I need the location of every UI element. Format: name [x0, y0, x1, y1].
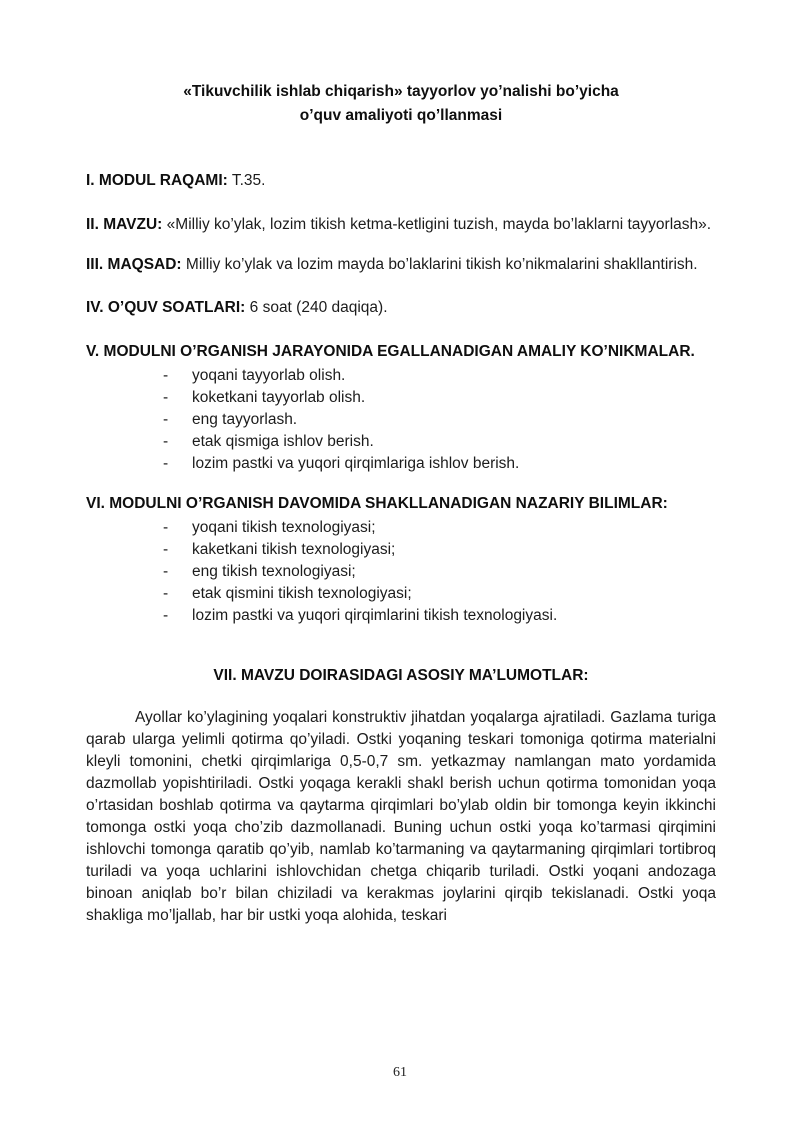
section-oquv-soatlari [86, 297, 716, 319]
document-title [86, 80, 716, 128]
title-line-2: o’quv amaliyoti qo’llanmasi [299, 107, 503, 124]
list-item-text: etak qismini tikish texnologiyasi; [192, 585, 412, 602]
section-mavzu-label: II. MAVZU: [86, 216, 163, 233]
main-body-paragraph: Ayollar ko’ylagining yoqalari konstruktiv jihatdan yoqalarga ajratiladi. Gazlama turiga qarab ularga yelimli qotirma qo’yiladi. Ostki yoqaning teskari tomoniga qotirma materialni kleyli tomonini, chetki qirqimlariga 0,5-0,7 sm. yetkazmay namlangan mato yordamida dazmollab yopishtiriladi. Ostki yoqaga kerakli shakl berish uchun qotirma tomonidan yoqa o’rtasidan boshlab qotirma va qaytarma qirqimlari bo’ylab oldin bir tomonga keyin ikkinchi tomonga ostki yoqa cho’zib dazmollanadi. Buning uchun ostki yoqa ko’tarmasi qirqimini ishlovchi tomonga qaratib qo’yib, namlab ko’tarmaning va qaytarmaning qirqimlari tortibroq turiladi va yoqa uchlarini ishlovchidan chetga chiqarib turiladi. Ostki yoqani andozaga binoan aniqlab bo’r bilan chiziladi va kerakmas joylarini qirqib tekislanadi. Ostki yoqa shakliga mo’ljallab, har bir ustki yoqa alohida, teskari [86, 709, 716, 924]
list-item-text: yoqani tikish texnologiyasi; [192, 519, 376, 536]
section-mavzu [86, 214, 716, 236]
list-item-text: koketkani tayyorlab olish. [192, 389, 366, 406]
section-amaliy-konikmalar-heading: V. MODULNI O’RGANISH JARAYONIDA EGALLANADIGAN AMALIY KO’NIKMALAR. [86, 343, 695, 360]
nazariy-bilimlar-list [86, 517, 716, 627]
list-item-text: kaketkani tikish texnologiyasi; [192, 541, 396, 558]
dash-marker: - [163, 389, 169, 406]
section-oquv-soatlari-text: 6 soat (240 daqiqa). [249, 299, 388, 316]
dash-marker: - [163, 455, 169, 472]
list-item-text: eng tayyorlash. [192, 411, 298, 428]
list-item [86, 409, 716, 431]
section-nazariy-bilimlar-heading: VI. MODULNI O’RGANISH DAVOMIDA SHAKLLANADIGAN NAZARIY BILIMLAR: [86, 495, 668, 512]
dash-marker: - [163, 433, 169, 450]
dash-marker: - [163, 607, 169, 624]
list-item [86, 453, 716, 475]
section-module-number-label: I. MODUL RAQAMI: [86, 172, 228, 189]
list-item [86, 517, 716, 539]
section-asosiy-malumotlar-heading: VII. MAVZU DOIRASIDAGI ASOSIY MA’LUMOTLAR: [213, 667, 589, 684]
list-item [86, 605, 716, 627]
list-item [86, 539, 716, 561]
list-item-text: lozim pastki va yuqori qirqimlariga ishlov berish. [192, 455, 520, 472]
amaliy-konikmalar-list [86, 365, 716, 475]
section-oquv-soatlari-label: IV. O’QUV SOATLARI: [86, 299, 246, 316]
section-module-number-text: T.35. [231, 172, 266, 189]
list-item [86, 583, 716, 605]
dash-marker: - [163, 585, 169, 602]
dash-marker: - [163, 519, 169, 536]
section-module-number [86, 170, 716, 192]
title-line-1: «Tikuvchilik ishlab chiqarish» tayyorlov yo’nalishi bo’yicha [183, 83, 619, 100]
list-item-text: lozim pastki va yuqori qirqimlarini tikish texnologiyasi. [192, 607, 558, 624]
page-number: 61 [393, 1065, 407, 1080]
section-maqsad [86, 254, 716, 276]
dash-marker: - [163, 411, 169, 428]
list-item [86, 387, 716, 409]
list-item-text: eng tikish texnologiyasi; [192, 563, 356, 580]
dash-marker: - [163, 563, 169, 580]
list-item-text: yoqani tayyorlab olish. [192, 367, 346, 384]
dash-marker: - [163, 367, 169, 384]
section-maqsad-text: Milliy ko’ylak va lozim mayda bo’laklarini tikish ko’nikmalarini shakllantirish. [185, 256, 698, 273]
section-maqsad-label: III. MAQSAD: [86, 256, 182, 273]
dash-marker: - [163, 541, 169, 558]
list-item [86, 365, 716, 387]
list-item-text: etak qismiga ishlov berish. [192, 433, 374, 450]
section-mavzu-text: «Milliy ko’ylak, lozim tikish ketma-ketligini tuzish, mayda bo’laklarni tayyorlash». [166, 216, 712, 233]
list-item [86, 561, 716, 583]
list-item [86, 431, 716, 453]
